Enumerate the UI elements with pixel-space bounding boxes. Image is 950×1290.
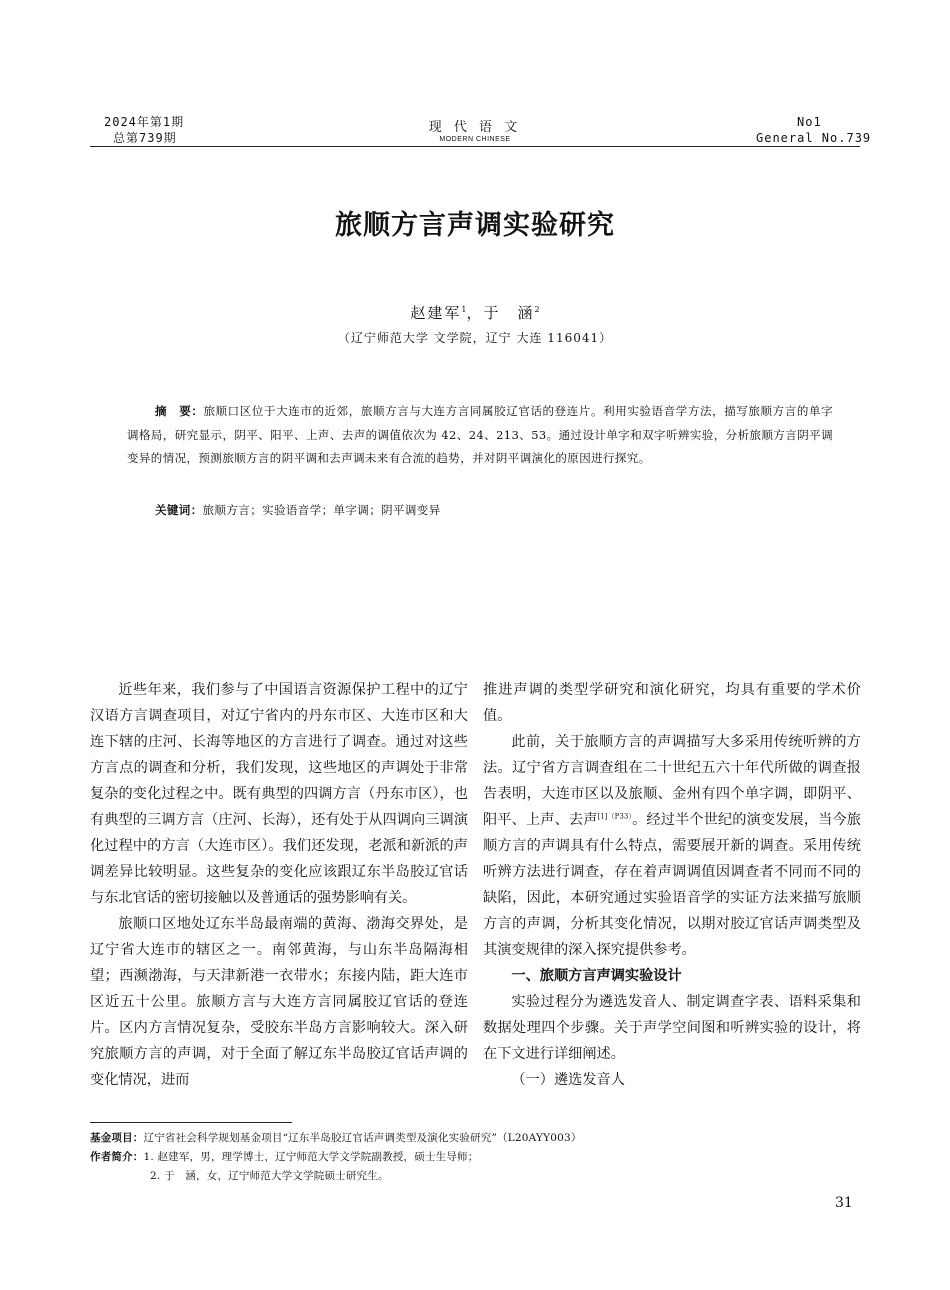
journal-name-en: MODERN CHINESE — [439, 136, 511, 143]
footnote-rule — [90, 1122, 292, 1123]
fund-text: 辽宁省社会科学规划基金项目“辽东半岛胶辽官话声调类型及演化实验研究”（L20AYY003） — [143, 1132, 582, 1144]
body-right-column — [483, 677, 861, 1093]
citation-mark: [1]（P33） — [597, 812, 633, 821]
body-paragraph-continued: 推进声调的类型学研究和演化研究，均具有重要的学术价值。 — [483, 682, 861, 724]
abstract-label: 摘 要： — [155, 406, 204, 418]
fund-note — [90, 1129, 582, 1147]
affiliation: （辽宁师范大学 文学院，辽宁 大连 116041） — [337, 331, 613, 345]
keywords-text: 旅顺方言；实验语音学；单字调；阴平调变异 — [202, 503, 441, 517]
author-2-affil-mark: 2 — [534, 305, 540, 314]
body-text: 。经过半个世纪的演变发展，当今旅顺方言的声调具有什么特点，需要展开新的调查。采用传统听辨方法进行调查，存在着声调调值因调查者不同而不同的缺陷，因此，本研究通过实验语音学的实证方法来描写旅顺方言的声调，分析其变化情况，以期对胶辽官话声调类型及其演变规律的深入探究提供参考。 — [483, 812, 861, 958]
body-left-column — [90, 677, 468, 1093]
issue-year: 2024年第1期 — [104, 115, 185, 129]
journal-name-zh: 现 代 语 文 — [428, 120, 522, 135]
subsection-heading: （一）遴选发音人 — [511, 1072, 625, 1088]
body-paragraph: 实验过程分为遴选发音人、制定调查字表、语料采集和数据处理四个步骤。关于声学空间图和听辨实验的设计，将在下文进行详细阐述。 — [483, 994, 861, 1062]
body-text: 此前，关于旅顺方言的声调描写大多采用传统听辨的方法。辽宁省方言调查组在二十世纪五六十年代所做的调查报告表明，大连市区以及旅顺、金州有四个单字调，即阴平、阳平、上声、去声 — [483, 734, 861, 828]
author-1-affil-mark: 1 — [461, 305, 467, 314]
issue-number: No1 — [797, 115, 822, 129]
fund-label: 基金项目： — [90, 1132, 144, 1144]
body-paragraph: 近些年来，我们参与了中国语言资源保护工程中的辽宁汉语方言调查项目，对辽宁省内的丹东市区、大连市区和大连下辖的庄河、长海等地区的方言进行了调查。通过对这些方言点的调查和分析，我们发现，这些地区的声调处于非常复杂的变化过程之中。既有典型的四调方言（丹东市区），也有典型的三调方言（庄河、长海），还有处于从四调向三调演化过程中的方言（大连市区）。我们还发现，老派和新派的声调差异比较明显。这些复杂的变化应该跟辽东半岛胶辽官话与东北官话的密切接触以及普通话的强势影响有关。 — [90, 682, 468, 906]
author-note-label: 作者简介： — [90, 1151, 144, 1163]
author-separator: ， — [466, 304, 484, 322]
author-line — [0, 302, 950, 323]
abstract — [127, 400, 833, 470]
keywords — [155, 502, 441, 518]
author-2: 于 涵 — [483, 304, 535, 322]
header-rule — [90, 146, 860, 147]
author-note — [90, 1148, 478, 1166]
article-title: 旅顺方言声调实验研究 — [335, 210, 615, 241]
page-number: 31 — [835, 1195, 853, 1211]
body-paragraph — [483, 729, 861, 963]
author-note-line-2: 2. 于 涵，女，辽宁师范大学文学院硕士研究生。 — [150, 1170, 389, 1182]
section-heading: 一、旅顺方言声调实验设计 — [511, 968, 682, 984]
general-number: General No.739 — [756, 131, 872, 145]
abstract-text: 旅顺口区位于大连市的近郊，旅顺方言与大连方言同属胶辽官话的登连片。利用实验语音学方法，描写旅顺方言的单字调格局，研究显示，阴平、阳平、上声、去声的调值依次为 42、24、213、53。通过设计单字和双字听辨实验，分析旅顺方言阴平调变异的情况，预测旅顺方言的阴平调和去声调未来有合流的趋势，并对阴平调演化的原因进行探究。 — [127, 404, 833, 465]
author-note-line-1: 1. 赵建军，男，理学博士，辽宁师范大学文学院副教授，硕士生导师； — [143, 1151, 479, 1163]
issue-total: 总第739期 — [113, 131, 177, 145]
body-paragraph: 旅顺口区地处辽东半岛最南端的黄海、渤海交界处，是辽宁省大连市的辖区之一。南邻黄海，与山东半岛隔海相望；西濒渤海，与天津新港一衣带水；东接内陆，距大连市区近五十公里。旅顺方言与大连方言同属胶辽官话的登连片。区内方言情况复杂，受胶东半岛方言影响较大。深入研究旅顺方言的声调，对于全面了解辽东半岛胶辽官话声调的变化情况，进而 — [90, 916, 468, 1088]
keywords-label: 关键词： — [155, 505, 203, 517]
author-1: 赵建军 — [410, 304, 462, 322]
